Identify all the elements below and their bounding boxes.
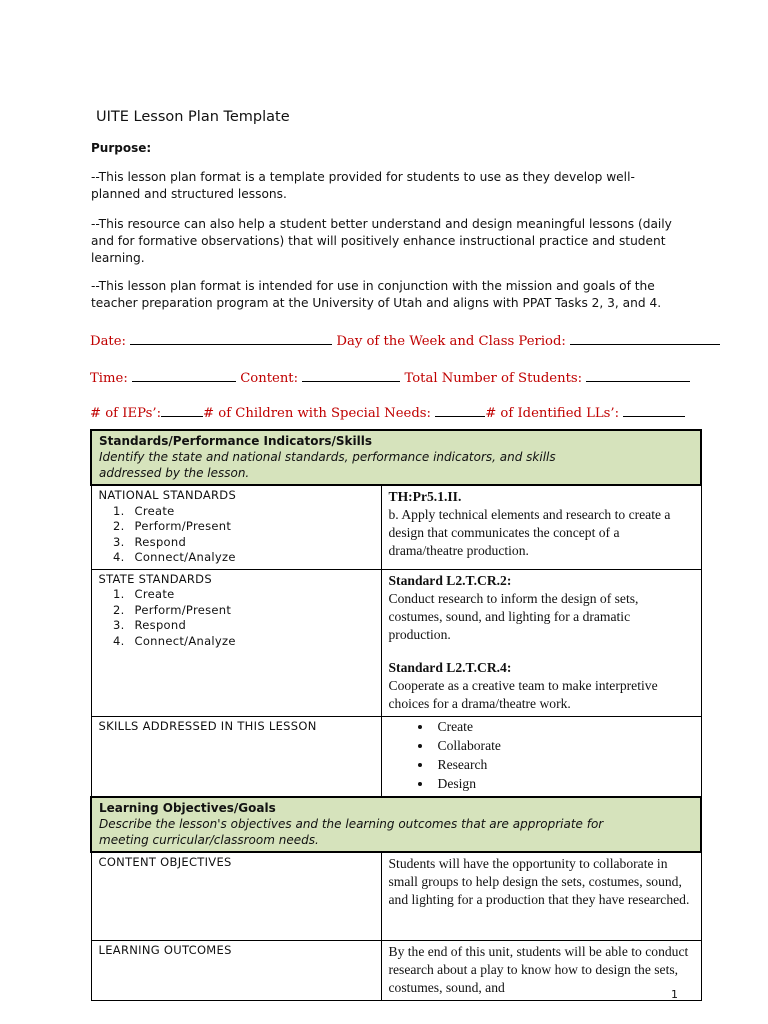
purpose-paragraph-3: --This lesson plan format is intended for use in conjunction with the mission and goals of the teacher preparation program at the University of Utah and aligns with PPAT Tasks 2, 3, and 4.	[91, 279, 662, 310]
purpose-paragraph-1: --This lesson plan format is a template provided for students to use as they develop well-planned and structured lessons.	[91, 170, 635, 201]
total-students-label: Total Number of Students:	[404, 371, 583, 386]
state-standards-row	[91, 569, 701, 716]
time-content-line	[90, 367, 690, 386]
content-objectives-row	[91, 852, 701, 941]
lls-label: # of Identified LLs’:	[485, 406, 620, 421]
content-blank[interactable]	[302, 367, 400, 382]
national-standard-text: b. Apply technical elements and research to create a design that communicates the concept of a drama/theatre production.	[388, 507, 671, 558]
national-standards-value	[381, 485, 701, 569]
special-needs-label: # of Children with Special Needs:	[203, 406, 431, 421]
state-standards-list	[99, 587, 374, 649]
standards-header	[91, 430, 701, 485]
time-label: Time:	[90, 371, 128, 386]
purpose-label: Purpose:	[91, 141, 152, 155]
state-standard-text-1: Conduct research to inform the design of sets, costumes, sound, and lighting for a dramatic production.	[388, 590, 639, 642]
special-needs-blank[interactable]	[435, 402, 485, 417]
state-standard-code-1: Standard L2.T.CR.2:	[388, 572, 512, 588]
lesson-plan-table	[90, 429, 702, 1001]
state-standards-label: STATE STANDARDS	[98, 571, 212, 586]
state-standard-text-2: Cooperate as a creative team to make interpretive choices for a drama/theatre work.	[388, 677, 658, 711]
list-item: • Create	[433, 717, 694, 736]
list-item: • Research	[433, 755, 694, 774]
page-title: UITE Lesson Plan Template	[96, 109, 290, 125]
date-blank[interactable]	[130, 330, 332, 345]
lls-blank[interactable]	[623, 402, 685, 417]
national-standards-list	[99, 504, 374, 566]
list-item: • Design	[433, 774, 694, 793]
learning-outcomes-label: LEARNING OUTCOMES	[98, 943, 232, 957]
content-objectives-value	[381, 852, 701, 941]
skills-cell	[91, 716, 381, 797]
time-blank[interactable]	[132, 367, 236, 382]
national-standard-code: TH:Pr5.1.II.	[388, 489, 462, 504]
list-item: 3. Respond	[129, 618, 374, 634]
skills-list	[389, 717, 694, 793]
objectives-description: Describe the lesson's objectives and the learning outcomes that are appropriate for meeting curricular/classroom needs.	[99, 816, 604, 847]
ieps-label: # of IEPs’:	[90, 406, 162, 421]
page-number: 1	[671, 988, 678, 1001]
list-item: • Collaborate	[433, 736, 694, 755]
content-objectives-text: Students will have the opportunity to collaborate in small groups to help design the sets, costumes, sound, and lighting for a production that they have researched.	[388, 855, 690, 907]
state-standard-code-2: Standard L2.T.CR.4:	[388, 659, 512, 675]
counts-line	[90, 402, 685, 421]
objectives-title: Learning Objectives/Goals	[99, 800, 276, 815]
state-standards-cell	[91, 569, 381, 716]
learning-outcomes-text: By the end of this unit, students will be able to conduct research about a play to know how to design the sets, costumes, sound, and	[388, 944, 689, 995]
content-label: Content:	[240, 371, 299, 386]
learning-outcomes-value	[381, 941, 701, 1001]
list-item: 1. Create	[129, 504, 374, 520]
date-period-line	[90, 330, 720, 349]
skills-value	[381, 716, 701, 797]
list-item: 4. Connect/Analyze	[129, 550, 374, 566]
skills-row	[91, 716, 701, 797]
objectives-header-row	[91, 797, 701, 852]
national-standards-cell	[91, 485, 381, 569]
national-standards-label: NATIONAL STANDARDS	[98, 488, 237, 502]
list-item: 4. Connect/Analyze	[129, 634, 374, 650]
standards-description: Identify the state and national standards, performance indicators, and skills addressed by the lesson.	[99, 450, 556, 480]
list-item: 2. Perform/Present	[129, 519, 374, 535]
ieps-blank[interactable]	[161, 402, 203, 417]
state-standards-value	[381, 569, 701, 716]
standards-title: Standards/Performance Indicators/Skills	[99, 434, 372, 448]
national-standards-row	[91, 485, 701, 569]
objectives-header	[91, 797, 701, 852]
standards-header-row	[91, 430, 701, 485]
content-objectives-label: CONTENT OBJECTIVES	[98, 854, 232, 869]
list-item: 1. Create	[129, 587, 374, 603]
learning-outcomes-cell	[91, 941, 381, 1001]
content-objectives-cell	[91, 852, 381, 941]
learning-outcomes-row	[91, 941, 701, 1001]
list-item: 2. Perform/Present	[129, 603, 374, 619]
skills-label: SKILLS ADDRESSED IN THIS LESSON	[98, 718, 317, 733]
day-period-label: Day of the Week and Class Period:	[336, 334, 566, 349]
day-period-blank[interactable]	[570, 330, 720, 345]
date-label: Date:	[90, 334, 126, 349]
total-students-blank[interactable]	[586, 367, 690, 382]
list-item: 3. Respond	[129, 535, 374, 551]
purpose-paragraph-2: --This resource can also help a student better understand and design meaningful lessons (daily and for formative observations) that will positively enhance instructional practice and student learning.	[91, 217, 672, 265]
